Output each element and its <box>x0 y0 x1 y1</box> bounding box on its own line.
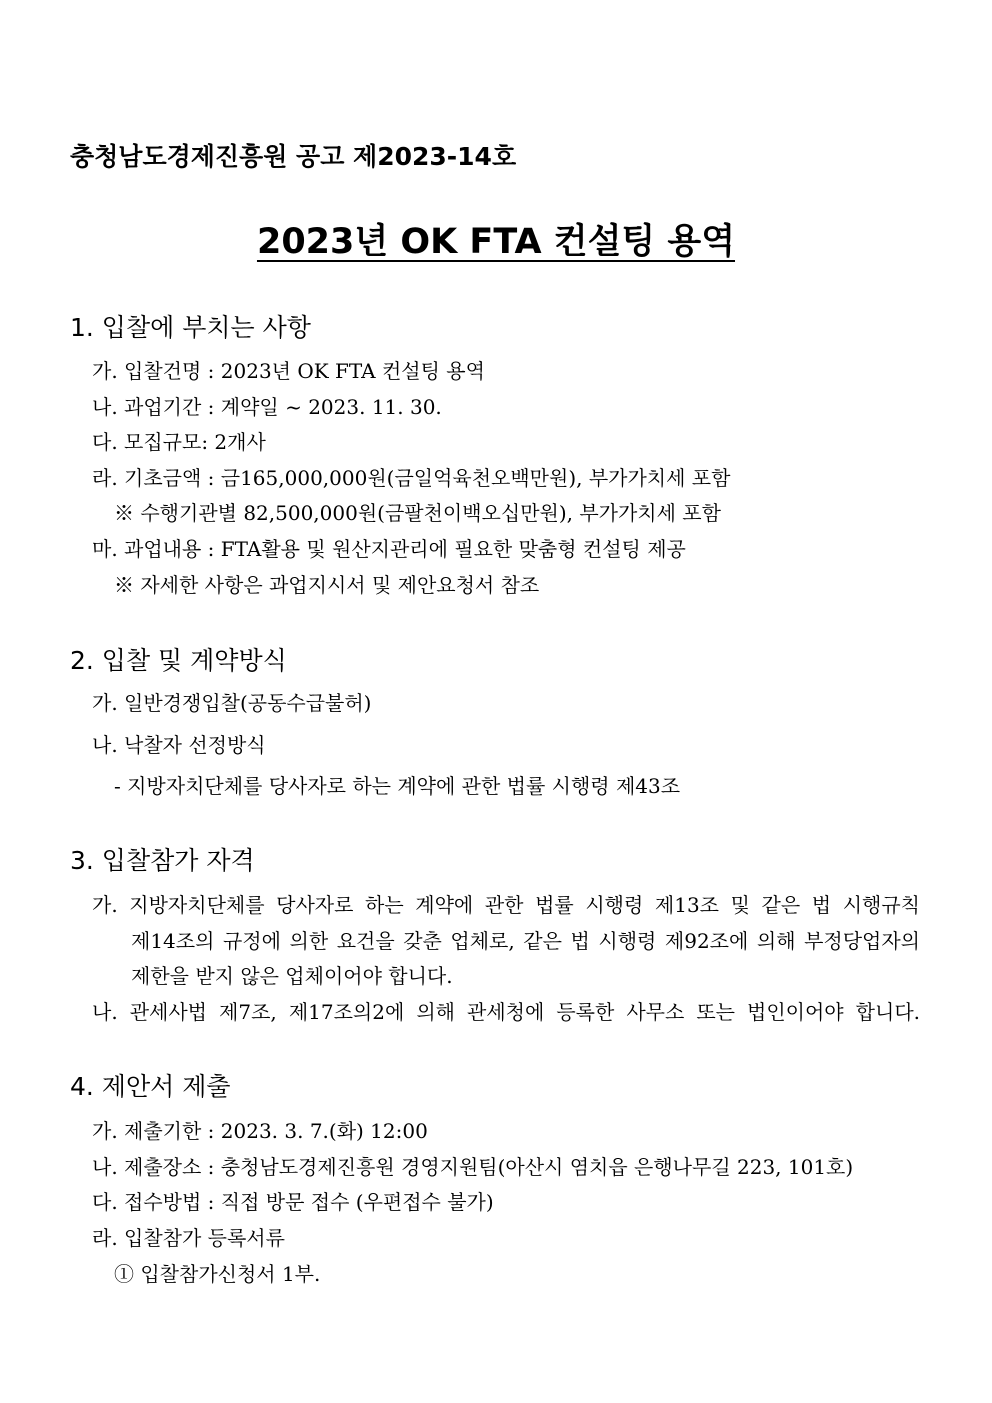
section-3-item-a-line-3: 제한을 받지 않은 업체이어야 합니다. <box>131 964 453 988</box>
section-heading-3: 3. 입찰참가 자격 <box>70 846 255 875</box>
section-heading-1: 1. 입찰에 부치는 사항 <box>70 313 311 342</box>
section-1-item-d: 라. 기초금액 : 금165,000,000원(금일억육천오백만원), 부가가치세 포함 <box>92 466 731 490</box>
notice-number: 충청남도경제진흥원 공고 제2023-14호 <box>70 142 517 171</box>
section-2-item-b: 나. 낙찰자 선정방식 <box>92 733 266 757</box>
section-1-note-1: ※ 수행기관별 82,500,000원(금팔천이백오십만원), 부가가치세 포함 <box>114 501 721 525</box>
section-1-item-b: 나. 과업기간 : 계약일 ~ 2023. 11. 30. <box>92 395 442 419</box>
section-1-note-2: ※ 자세한 사항은 과업지시서 및 제안요청서 참조 <box>114 573 540 597</box>
section-heading-4: 4. 제안서 제출 <box>70 1072 231 1101</box>
section-4-item-a: 가. 제출기한 : 2023. 3. 7.(화) 12:00 <box>92 1119 428 1143</box>
section-1-item-a: 가. 입찰건명 : 2023년 OK FTA 컨설팅 용역 <box>92 359 485 383</box>
document-title <box>0 214 992 264</box>
section-2-item-a: 가. 일반경쟁입찰(공동수급불허) <box>92 691 372 715</box>
document-title-text: 2023년 OK FTA 컨설팅 용역 <box>256 222 736 262</box>
section-4-item-b: 나. 제출장소 : 충청남도경제진흥원 경영지원팀(아산시 염치읍 은행나무길 223, 101호) <box>92 1155 854 1179</box>
section-1-item-c: 다. 모집규모: 2개사 <box>92 430 266 454</box>
section-3-item-b: 나. 관세사법 제7조, 제17조의2에 의해 관세청에 등록한 사무소 또는 법인이어야 합니다. <box>92 1000 920 1024</box>
section-1-item-e: 마. 과업내용 : FTA활용 및 원산지관리에 필요한 맞춤형 컨설팅 제공 <box>92 537 686 561</box>
section-4-subitem-1: ① 입찰참가신청서 1부. <box>114 1262 321 1286</box>
section-3-item-a-line-1: 가. 지방자치단체를 당사자로 하는 계약에 관한 법률 시행령 제13조 및 같은 법 시행규칙 <box>92 893 920 917</box>
section-4-item-d: 라. 입찰참가 등록서류 <box>92 1226 285 1250</box>
section-2-subitem: - 지방자치단체를 당사자로 하는 계약에 관한 법률 시행령 제43조 <box>114 774 681 798</box>
section-4-item-c: 다. 접수방법 : 직접 방문 접수 (우편접수 불가) <box>92 1190 494 1214</box>
section-3-item-a-line-2: 제14조의 규정에 의한 요건을 갖춘 업체로, 같은 법 시행령 제92조에 의해 부정당업자의 <box>131 929 920 953</box>
section-heading-2: 2. 입찰 및 계약방식 <box>70 646 287 675</box>
